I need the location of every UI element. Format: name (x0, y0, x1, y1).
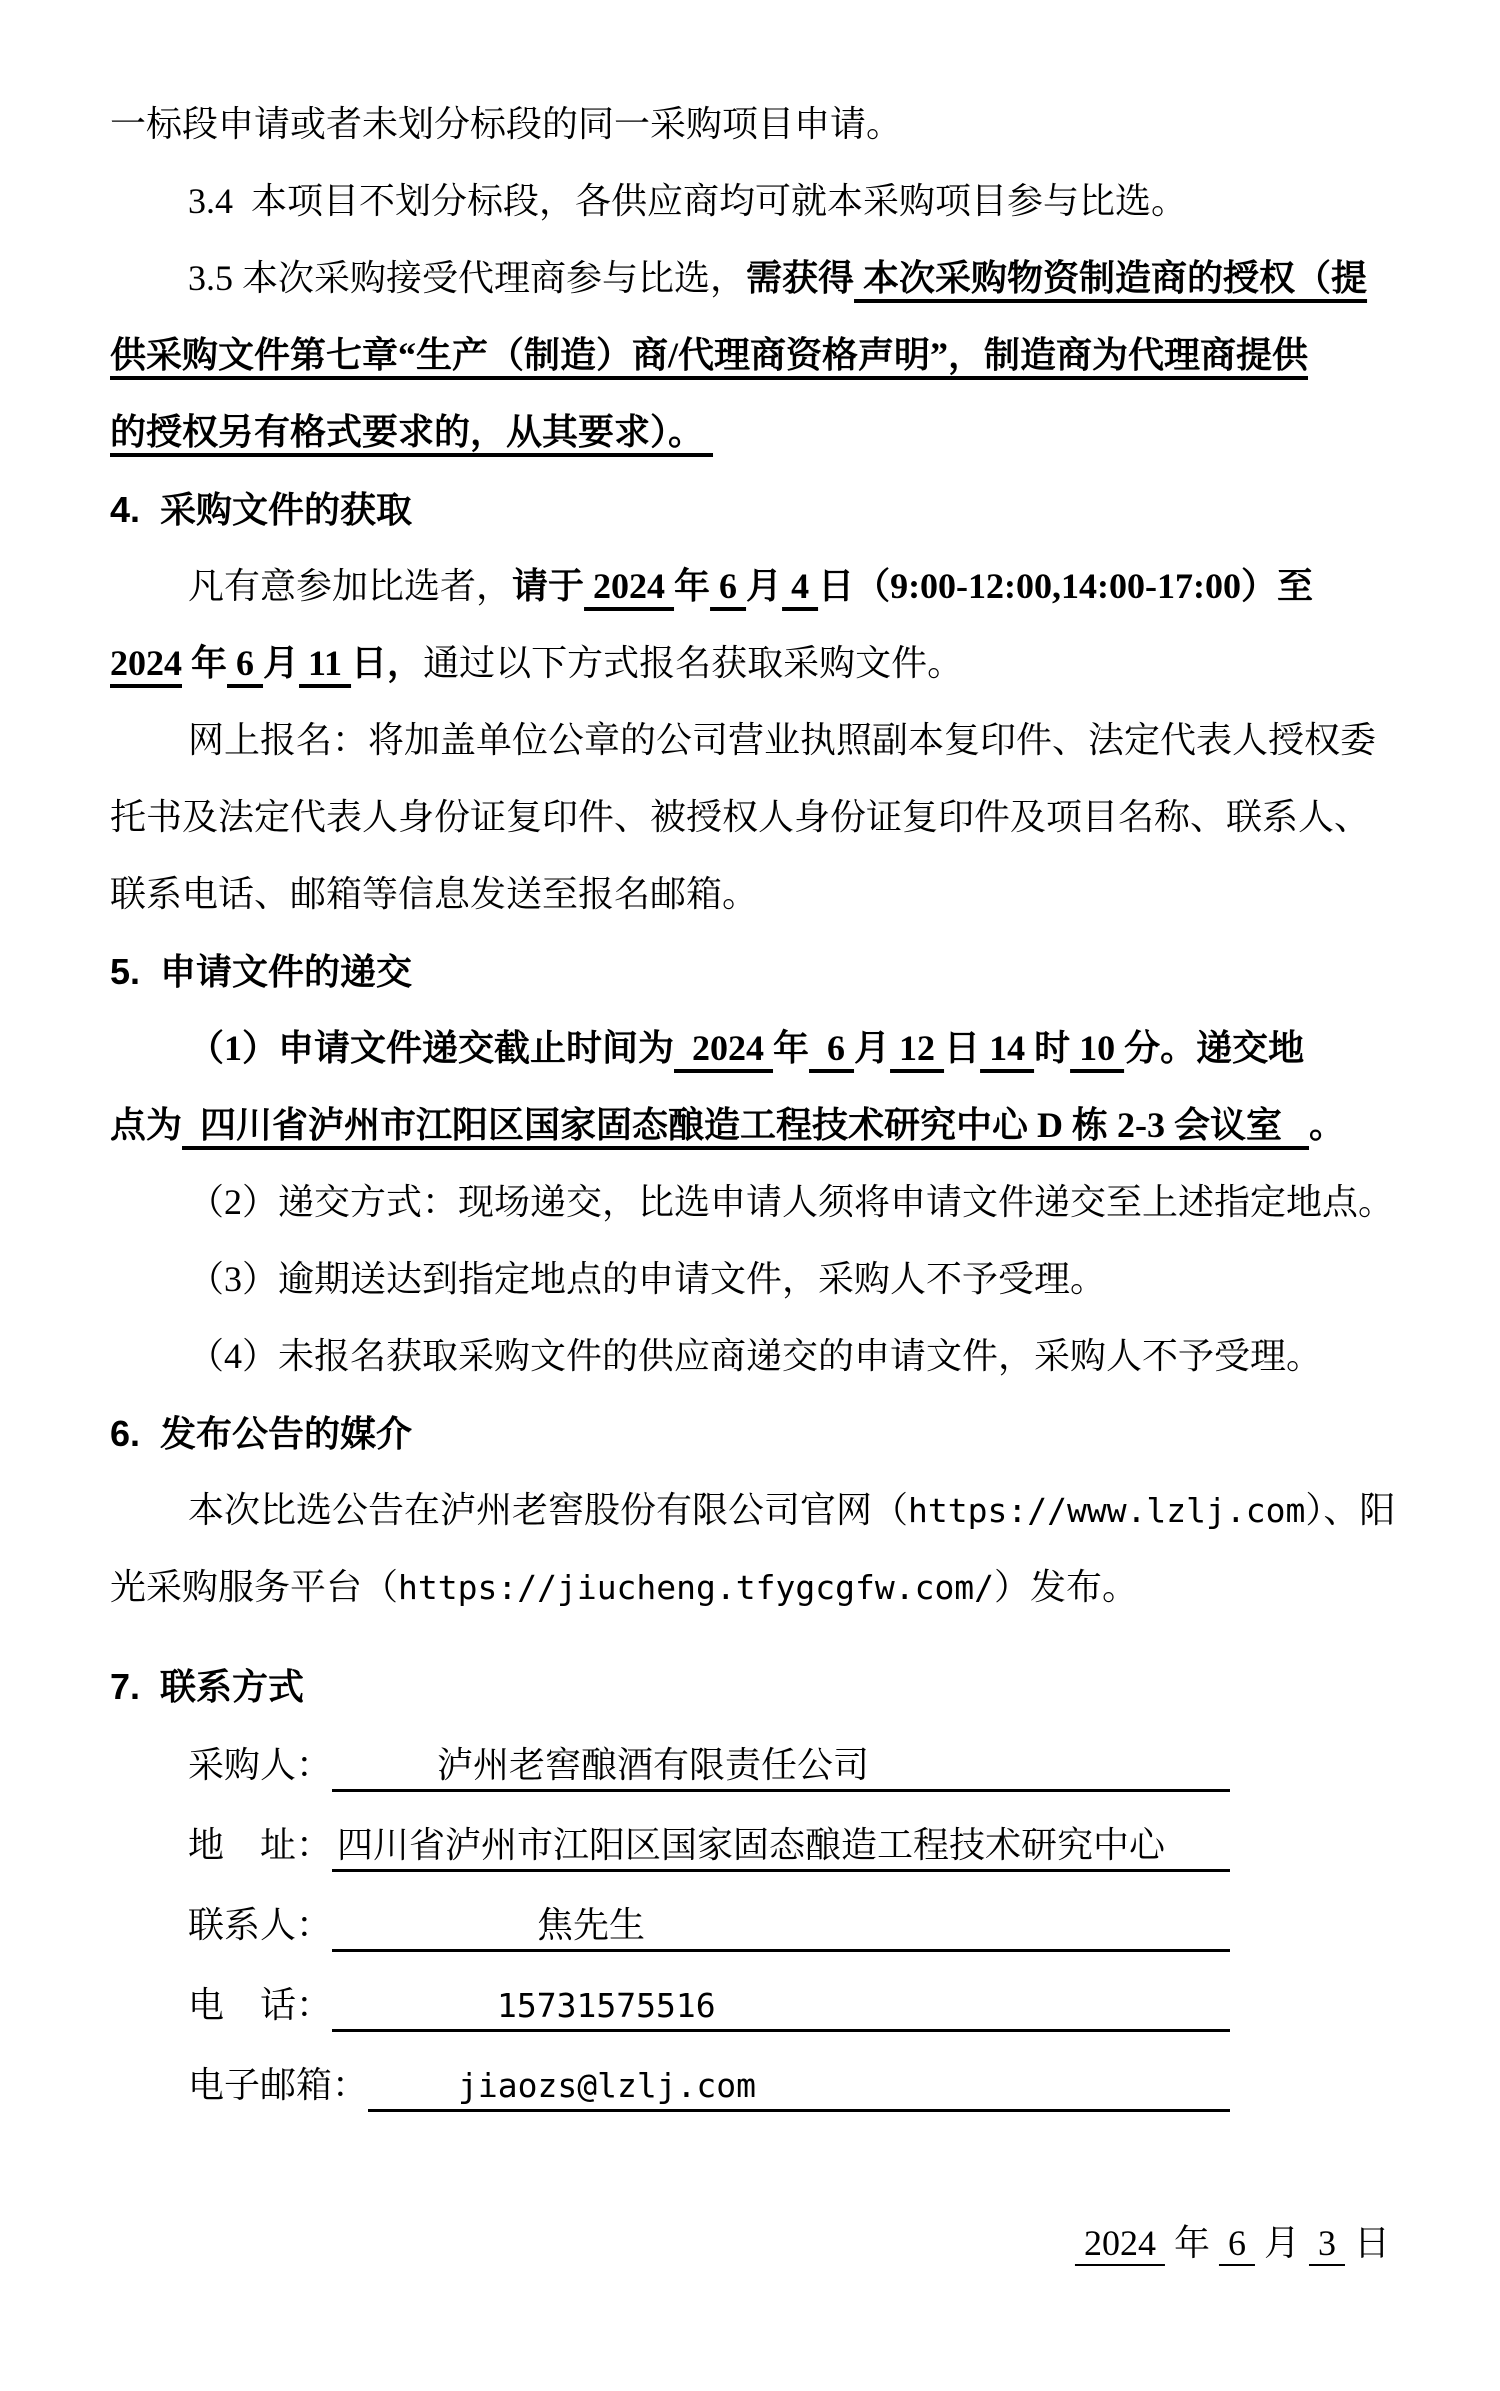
text-segment: 月 (854, 1028, 891, 1068)
text-segment: 时 (1034, 1028, 1071, 1068)
text-line (110, 779, 1390, 856)
text-segment: 6. 发布公告的媒介 (110, 1413, 413, 1454)
text-line (110, 1549, 1390, 1626)
text-line (110, 1087, 1390, 1164)
contact-label: 采购人： (188, 1745, 333, 1785)
text-line (110, 1472, 1396, 1549)
text-segment: 年 (1164, 2223, 1219, 2263)
underlined-text: 2024 (110, 643, 182, 683)
text-segment: 月 (1254, 2223, 1309, 2263)
text-line (110, 163, 1390, 240)
contact-row (110, 1805, 1390, 1885)
text-segment: 7. 联系方式 (110, 1666, 305, 1707)
url-text: https://www.lzlj.com (908, 1491, 1306, 1530)
underlined-text: 2024 (674, 1028, 774, 1068)
section-heading (110, 471, 1390, 548)
text-segment: 年 (674, 566, 711, 606)
contact-value (332, 1885, 1230, 1965)
contact-row (110, 2045, 1390, 2125)
text-segment: 4. 采购文件的获取 (110, 489, 413, 530)
text-segment: 联系电话、邮箱等信息发送至报名邮箱。 (110, 874, 759, 914)
text-segment: 请于 (512, 566, 585, 606)
text-line (110, 86, 1390, 163)
contact-value-text: jiaozs@lzlj.com (458, 2066, 757, 2105)
underlined-text: 6 (710, 566, 747, 606)
text-segment: 分。递交地 (1124, 1028, 1305, 1068)
section-heading (110, 1395, 1390, 1472)
text-segment: 3.4 本项目不划分标段，各供应商均可就本采购项目参与比选。 (188, 181, 1188, 221)
contact-value (332, 1965, 1230, 2045)
underlined-text: 6 (809, 1028, 855, 1068)
text-segment: 年 (773, 1028, 810, 1068)
contact-value-text: 15731575516 (497, 1986, 716, 2025)
contact-label: 电子邮箱： (188, 2065, 369, 2105)
text-segment: 一标段申请或者未划分标段的同一采购项目申请。 (110, 104, 903, 144)
underlined-text: 4 (782, 566, 819, 606)
underlined-text: 12 (890, 1028, 945, 1068)
text-segment: 网上报名：将加盖单位公章的公司营业执照副本复印件、法定代表人授权委 (188, 720, 1377, 760)
contact-value-text: 四川省泸州市江阳区国家固态酿造工程技术研究中心 (337, 1825, 1166, 1865)
text-line (110, 1241, 1390, 1318)
text-line (110, 1164, 1395, 1241)
text-segment: 通过以下方式报名获取采购文件。 (423, 643, 964, 683)
contact-value (332, 1725, 1230, 1805)
text-segment: 需获得 (746, 258, 855, 298)
text-segment: 日（9:00-12:00,14:00-17:00）至 (818, 566, 1313, 606)
underlined-text: 6 (227, 643, 264, 683)
document-body (110, 86, 1396, 1725)
text-segment: 本次比选公告在泸州老窖股份有限公司官网（ (188, 1490, 909, 1530)
text-segment: 日 (1344, 2223, 1390, 2263)
text-line (110, 394, 1390, 471)
text-segment: 年 (182, 643, 228, 683)
underlined-text: 11 (299, 643, 352, 683)
text-segment: 日， (351, 643, 424, 683)
text-segment: 月 (263, 643, 300, 683)
section-heading (110, 1648, 1390, 1725)
underlined-text: 四川省泸州市江阳区国家固态酿造工程技术研究中心 D 栋 2-3 会议室 (182, 1105, 1310, 1145)
text-segment: 5. 申请文件的递交 (110, 951, 413, 992)
text-segment: （4）未报名获取采购文件的供应商递交的申请文件，采购人不予受理。 (188, 1336, 1323, 1376)
footer-date (110, 2205, 1390, 2282)
url-text: https://jiucheng.tfygcgfw.com/ (398, 1568, 995, 1607)
underlined-text: 供采购文件第七章“生产（制造）商/代理商资格声明”，制造商为代理商提供 (110, 335, 1309, 375)
contact-label: 电 话： (188, 1985, 333, 2025)
text-line (110, 856, 1390, 933)
text-segment: 光采购服务平台（ (110, 1567, 399, 1607)
text-segment: 点为 (110, 1105, 183, 1145)
underlined-text: 的授权另有格式要求的，从其要求）。 (110, 412, 714, 452)
text-segment: 月 (746, 566, 783, 606)
contact-value-text: 泸州老窖酿酒有限责任公司 (437, 1745, 870, 1785)
underlined-text: 14 (980, 1028, 1035, 1068)
text-line (110, 548, 1390, 625)
contact-row (110, 1885, 1390, 1965)
underlined-text: 2024 (1074, 2223, 1165, 2263)
text-segment: （2）递交方式：现场递交，比选申请人须将申请文件递交至上述指定地点。 (188, 1182, 1395, 1222)
text-line (110, 1318, 1390, 1395)
text-line (110, 625, 1390, 702)
underlined-text: 10 (1070, 1028, 1125, 1068)
text-line (110, 1010, 1390, 1087)
contact-row (110, 1725, 1390, 1805)
contact-section (110, 1725, 1390, 2125)
text-line (110, 702, 1390, 779)
section-heading (110, 933, 1390, 1010)
text-segment: 凡有意参加比选者， (188, 566, 513, 606)
text-segment: （3）逾期送达到指定地点的申请文件，采购人不予受理。 (188, 1259, 1107, 1299)
text-segment: 托书及法定代表人身份证复印件、被授权人身份证复印件及项目名称、联系人、 (110, 797, 1371, 837)
text-segment: 日 (944, 1028, 981, 1068)
text-line (110, 240, 1390, 317)
underlined-text: 3 (1308, 2223, 1345, 2263)
text-segment: 3.5 本次采购接受代理商参与比选， (188, 258, 747, 298)
underlined-text: 本次采购物资制造商的授权（提 (854, 258, 1368, 298)
text-segment: ）发布。 (994, 1567, 1139, 1607)
text-segment: （1）申请文件递交截止时间为 (188, 1028, 675, 1068)
underlined-text: 2024 (584, 566, 675, 606)
contact-row (110, 1965, 1390, 2045)
contact-label: 联系人： (188, 1905, 333, 1945)
contact-label: 地 址： (188, 1825, 333, 1865)
text-segment: ）、阳 (1305, 1490, 1396, 1530)
contact-value (368, 2045, 1230, 2125)
contact-value-text: 焦先生 (537, 1905, 646, 1945)
text-line (110, 317, 1390, 394)
text-segment: 。 (1309, 1105, 1346, 1145)
underlined-text: 6 (1218, 2223, 1255, 2263)
contact-value (332, 1805, 1230, 1885)
